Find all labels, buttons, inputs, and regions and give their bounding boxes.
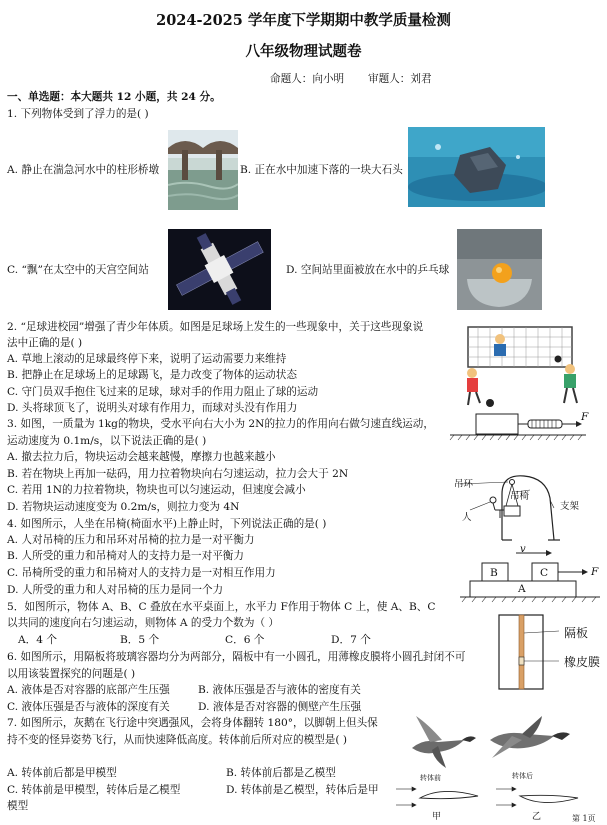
q5-option-c: C．6 个: [225, 634, 265, 646]
section-heading: 一、单选题：本大题共 12 小题，共 24 分。: [7, 91, 221, 103]
q3-force-label: F: [581, 411, 589, 423]
q1-option-a: A. 静止在湍急河水中的柱形桥墩: [7, 164, 160, 176]
q7-label-jia: 甲: [432, 812, 442, 822]
q4-label-ring: 吊环: [454, 479, 474, 490]
q5-label-b: B: [490, 567, 498, 579]
author: 命题人：向小明: [270, 73, 345, 85]
q6-label-board: 隔板: [564, 626, 589, 640]
block-on-table-diagram: [448, 408, 588, 442]
q2-option-b: B. 把静止在足球场上的足球踢飞，是力改变了物体的运动状态: [7, 369, 297, 381]
q3-option-d: D. 若物块运动速度变为 0.2m/s，则拉力变为 4N: [7, 501, 240, 513]
q6-label-membrane: 橡皮膜: [564, 655, 601, 669]
q6-option-a: A. 液体是否对容器的底部产生压强: [7, 684, 170, 696]
q7-option-d-wrap: 模型: [7, 800, 29, 812]
exam-title: 2024-2025 学年度下学期期中教学质量检测: [156, 12, 451, 29]
q4-option-d: D. 人所受的重力和人对吊椅的压力是同一个力: [7, 584, 224, 596]
container-partition-diagram: [497, 613, 559, 691]
stone-in-water-image: [408, 127, 545, 207]
q4-option-b: B. 人所受的重力和吊椅对人的支持力是一对平衡力: [7, 550, 244, 562]
q4-label-chair: 吊椅: [510, 491, 530, 502]
q5-label-f: F: [591, 566, 599, 578]
q5-option-a: A．4 个: [18, 634, 57, 646]
q5-label-a: A: [518, 583, 526, 595]
q4-label-frame: 支架: [560, 501, 580, 512]
q7-label-before: 转体前: [420, 774, 441, 782]
geese-image: [394, 710, 572, 770]
reviewer: 审题人：刘君: [368, 73, 432, 85]
q5-label-v: v: [520, 544, 526, 555]
q7-option-a: A. 转体前后都是甲模型: [7, 767, 117, 779]
q2-option-c: C. 守门员双手抱住飞过来的足球，球对手的作用力阻止了球的运动: [7, 386, 319, 398]
q7-option-c: C. 转体前是甲模型，转体后是乙模型: [7, 784, 181, 796]
airfoil-models-diagram: [392, 784, 584, 812]
q5-stem-line1: 5．如图所示，物体 A、B、C 叠放在水平桌面上，水平力 F作用于物体 C 上，使 A、B、C: [7, 601, 436, 613]
q3-option-a: A. 撤去拉力后，物块运动会越来越慢，摩擦力也越来越小: [7, 451, 276, 463]
q6-option-b: B. 液体压强是否与液体的密度有关: [198, 684, 361, 696]
q2-stem-line1: 2. “足球进校园”增强了青少年体质。如图是足球场上发生的一些现象中，关于这些现象说: [7, 321, 424, 333]
q3-stem-line2: 运动速度为 0.1m/s，以下说法正确的是( ): [7, 435, 207, 447]
q7-label-after: 转体后: [512, 772, 533, 780]
q3-option-b: B. 若在物块上再加一砝码，用力拉着物块向右匀速运动，拉力会大于 2N: [7, 468, 349, 480]
football-scene-image: [460, 323, 590, 415]
space-station-image: [168, 229, 271, 310]
q1-option-b: B. 正在水中加速下落的一块大石头: [240, 164, 403, 176]
q2-option-a: A. 草地上滚动的足球最终停下来，说明了运动需要力来维持: [7, 353, 287, 365]
q7-stem-line2: 持不变的怪异姿势飞行，从而快速降低高度。转体前后所对应的模型是( ): [7, 734, 348, 746]
q6-stem-line1: 6. 如图所示，用隔板将玻璃容器均分为两部分，隔板中有一小圆孔，用薄橡皮膜将小圆孔封闭不可: [7, 651, 466, 663]
ping-pong-in-water-image: [457, 229, 542, 310]
q3-option-c: C. 若用 1N的力拉着物块，物块也可以匀速运动，但速度会减小: [7, 484, 306, 496]
q5-label-c: C: [540, 567, 549, 579]
q5-stem-line2: 以共同的速度向右匀速运动，则物体 A 的受力个数为（ ）: [7, 617, 280, 629]
page-number: 第 1页: [572, 814, 596, 823]
q7-option-b: B. 转体前后都是乙模型: [226, 767, 336, 779]
q4-option-c: C. 吊椅所受的重力和吊椅对人的支持力是一对相互作用力: [7, 567, 276, 579]
q4-label-person: 人: [462, 512, 472, 523]
q1-option-c: C. “飘”在太空中的天宫空间站: [7, 264, 149, 276]
q2-stem-line2: 法中正确的是( ): [7, 337, 83, 349]
q4-stem: 4. 如图所示，人坐在吊椅(椅面水平)上静止时，下列说法正确的是( ): [7, 518, 327, 530]
q5-option-b: B．5 个: [120, 634, 160, 646]
q4-option-a: A. 人对吊椅的压力和吊环对吊椅的拉力是一对平衡力: [7, 534, 255, 546]
q3-stem-line1: 3. 如图，一质量为 1kg的物块，受水平向右大小为 2N的拉力的作用向右做匀速直线运动，: [7, 418, 434, 430]
q6-option-d: D. 液体是否对容器的侧壁产生压强: [198, 701, 362, 713]
q7-stem-line1: 7. 如图所示，灰鹅在飞行途中突遇强风，会将身体翻转 180°，以脚朝上但头保: [7, 717, 378, 729]
exam-subtitle: 八年级物理试题卷: [245, 43, 362, 60]
q1-stem: 1. 下列物体受到了浮力的是( ): [7, 108, 149, 120]
q6-stem-line2: 以用该装置探究的问题是( ): [7, 668, 136, 680]
q5-option-d: D．7 个: [331, 634, 371, 646]
q6-option-c: C. 液体压强是否与液体的深度有关: [7, 701, 170, 713]
stacked-blocks-diagram: [460, 545, 600, 603]
bridge-pier-image: [168, 130, 238, 210]
q1-option-d: D. 空间站里面被放在水中的乒乓球: [286, 264, 450, 276]
q7-label-yi: 乙: [532, 812, 542, 822]
q7-option-d: D. 转体前是乙模型，转体后是甲: [226, 784, 379, 796]
q2-option-d: D. 头将球顶飞了，说明头对球有作用力，而球对头没有作用力: [7, 402, 298, 414]
